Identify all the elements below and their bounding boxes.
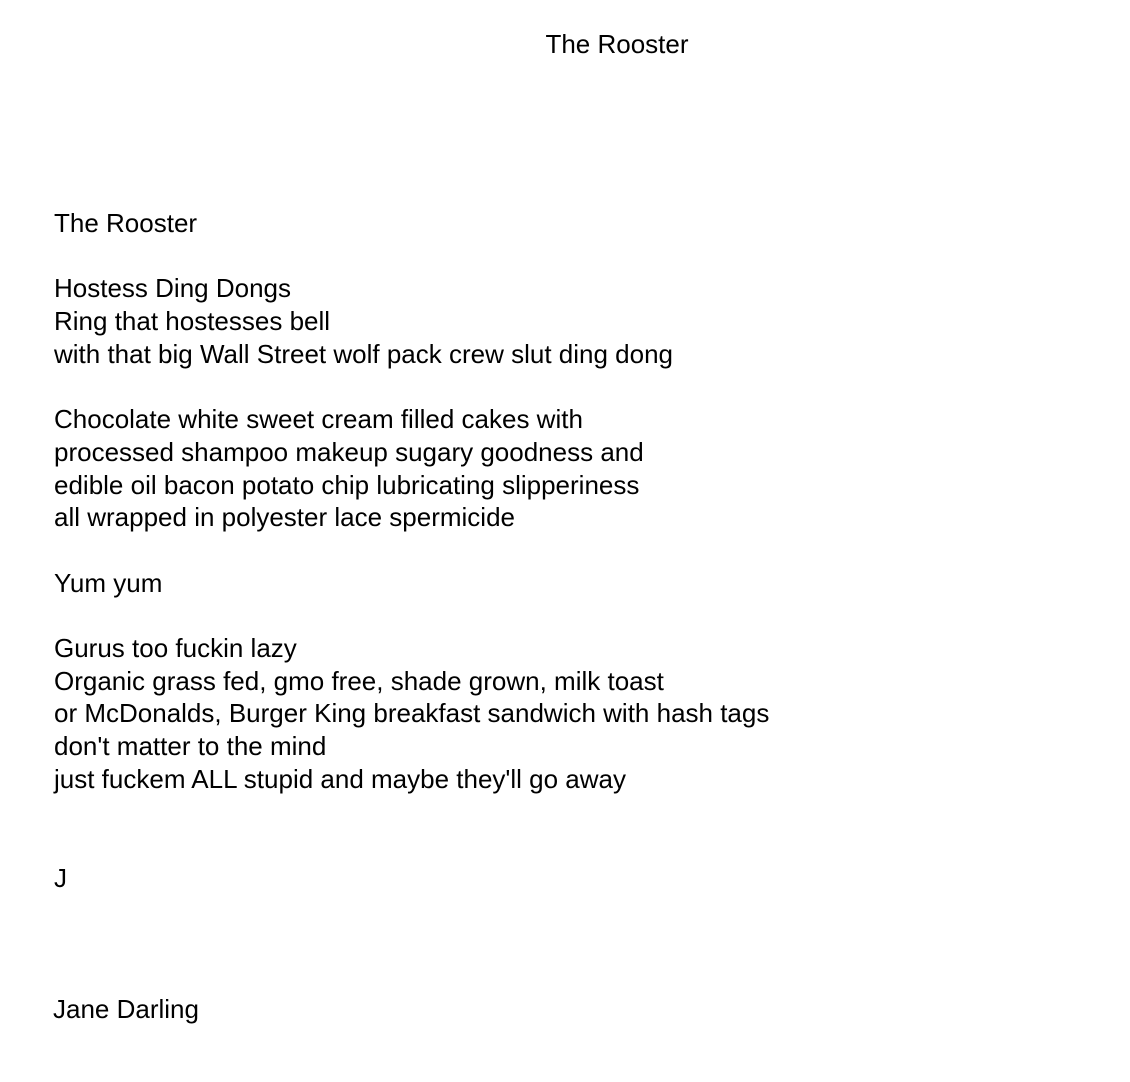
poem-line: just fuckem ALL stupid and maybe they'll go away bbox=[54, 763, 626, 794]
poem-line: Chocolate white sweet cream filled cakes with bbox=[54, 404, 583, 435]
poem-line: Organic grass fed, gmo free, shade grown, milk toast bbox=[54, 665, 664, 696]
poem-line: don't matter to the mind bbox=[54, 731, 327, 762]
poem-line: edible oil bacon potato chip lubricating slipperiness bbox=[54, 469, 640, 500]
poem-line: processed shampoo makeup sugary goodness and bbox=[54, 436, 644, 467]
poem-title: The Rooster bbox=[54, 208, 198, 238]
page-header-title: The Rooster bbox=[545, 29, 689, 59]
poem-line: all wrapped in polyester lace spermicide bbox=[54, 502, 516, 533]
poem-line: Ring that hostesses bell bbox=[54, 306, 331, 337]
poem-line: with that big Wall Street wolf pack crew slut ding dong bbox=[54, 338, 673, 369]
poem-line: Gurus too fuckin lazy bbox=[54, 633, 297, 664]
poem-body bbox=[54, 207, 769, 796]
author-signature: Jane Darling bbox=[53, 994, 199, 1024]
author-initial: J bbox=[54, 863, 67, 893]
poem-line: or McDonalds, Burger King breakfast sandwich with hash tags bbox=[54, 698, 770, 729]
poem-line: Yum yum bbox=[54, 567, 163, 598]
poem-line: Hostess Ding Dongs bbox=[54, 273, 291, 304]
